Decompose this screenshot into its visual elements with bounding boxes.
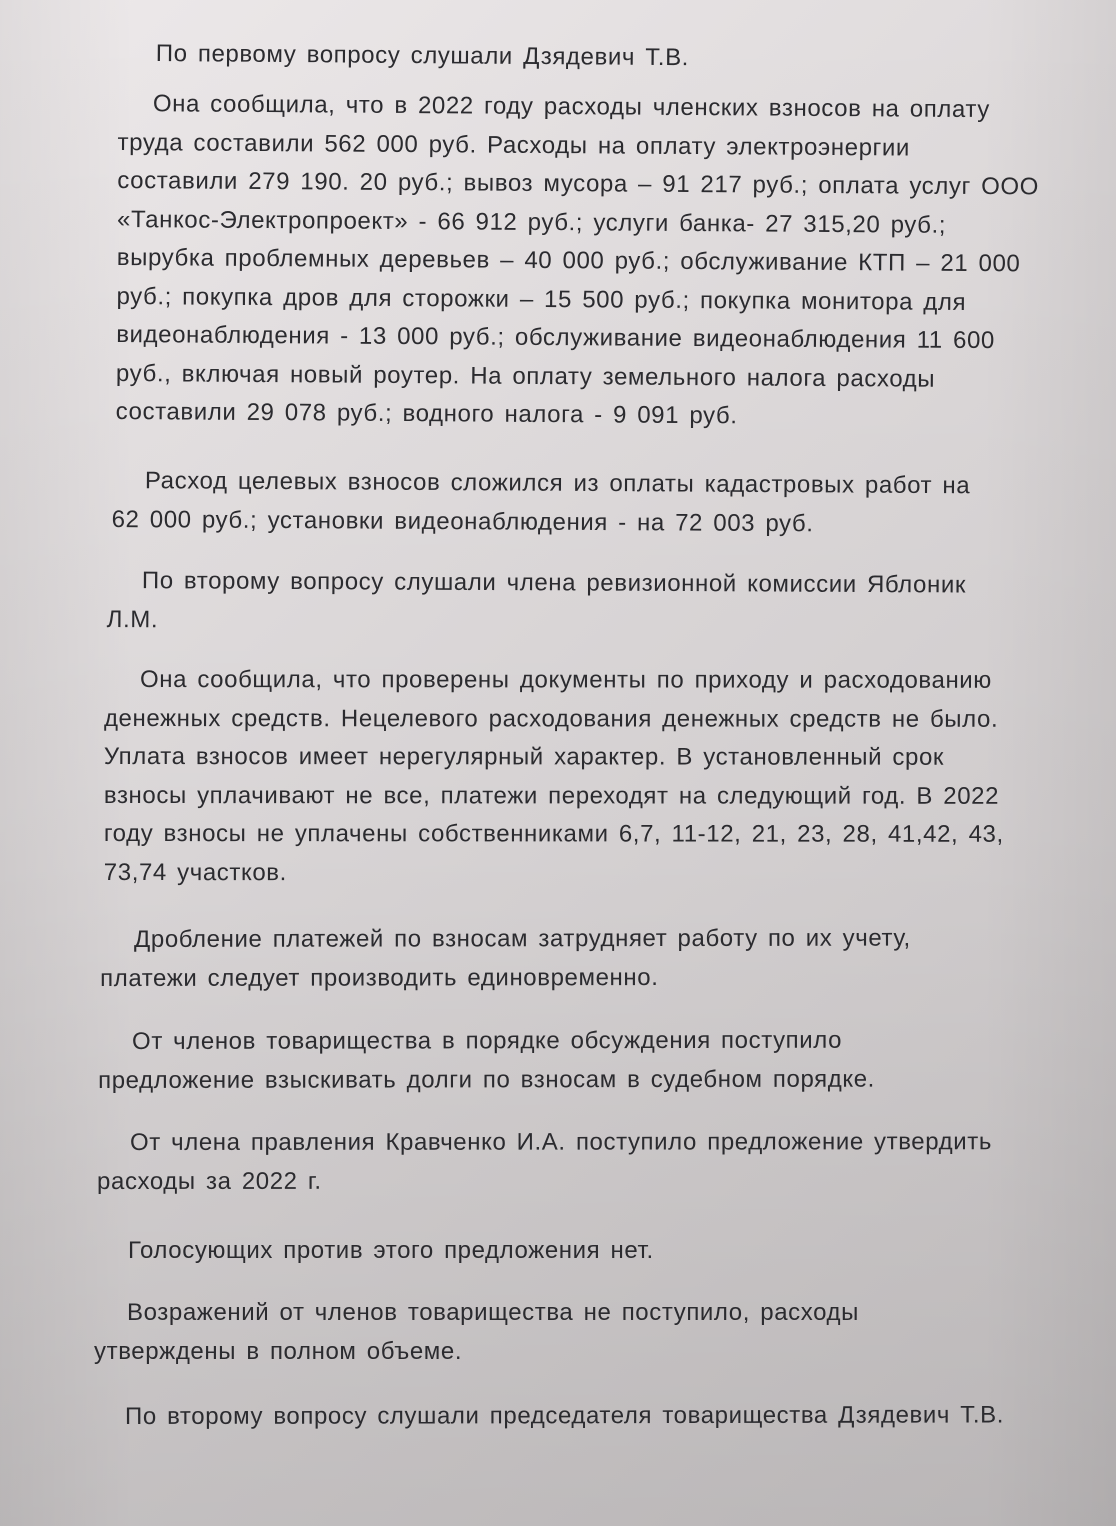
text-line: вырубка проблемных деревьев – 40 000 руб.; обслуживание КТП – 21 000 [116,243,1021,278]
text-line: труда составили 562 000 руб. Расходы на оплату электроэнергии [117,128,911,162]
text-line: Расход целевых взносов сложился из оплаты кадастровых работ на [144,467,971,500]
text-line: составили 29 078 руб.; водного налога - 9 091 руб. [115,397,738,430]
paragraph-members-proposal [98,1022,875,1100]
paragraph-audit-findings [104,661,1004,893]
text-line: платежи следует производить единовременно. [100,963,659,992]
paragraph-first-question [156,35,689,78]
paragraph-vote-against [128,1232,654,1271]
text-line: руб., включая новый роутер. На оплату земельного налога расходы [115,359,936,393]
text-line: году взносы не уплачены собственниками 6,7, 11-12, 21, 23, 28, 41,42, 43, [103,819,1004,848]
paragraph-expenses-report [116,85,1040,438]
text-line: Уплата взносов имеет нерегулярный характер. В установленный срок [103,742,945,771]
text-line: По второму вопросу слушали председателя товарищества Дзядевич Т.В. [125,1401,1005,1430]
text-line: денежных средств. Нецелевого расходования денежных средств не было. [103,704,999,733]
text-line: утверждены в полном объеме. [94,1337,463,1365]
text-line: расходы за 2022 г. [97,1167,322,1195]
text-line: От члена правления Кравченко И.А. поступило предложение утвердить [130,1128,992,1156]
text-line: Она сообщила, что в 2022 году расходы членских взносов на оплату [152,90,990,124]
text-line: По первому вопросу слушали Дзядевич Т.В. [155,39,690,72]
text-line: «Танкос-Электропроект» - 66 912 руб.; услуги банка- 27 315,20 руб.; [116,205,947,239]
paragraph-board-proposal [97,1123,992,1201]
text-line: От членов товарищества в порядке обсуждения поступило [132,1026,843,1055]
text-line: Она сообщила, что проверены документы по приходу и расходованию [139,666,992,694]
text-line: предложение взыскивать долги по взносам в судебном порядке. [98,1065,875,1094]
paragraph-target-contributions [112,462,971,544]
paragraph-no-objections [94,1294,859,1371]
text-line: Голосующих против этого предложения нет. [128,1237,654,1264]
text-line: составили 279 190. 20 руб.; вывоз мусора – 91 217 руб.; оплата услуг ООО [117,166,1040,201]
text-line: Возражений от членов товарищества не поступило, расходы [127,1299,859,1326]
text-line: 62 000 руб.; установки видеонаблюдения - на 72 003 руб. [111,505,814,537]
text-line: Дробление платежей по взносам затрудняет работу по их учету, [134,924,911,953]
text-line: 73,74 участков. [103,858,287,886]
text-line: видеонаблюдения - 13 000 руб.; обслуживание видеонаблюдения 11 600 [116,320,996,355]
paragraph-second-question-chairman [125,1396,1004,1436]
text-line: взносы уплачивают не все, платежи переходят на следующий год. В 2022 [103,781,1000,810]
paragraph-second-question-audit [107,562,967,643]
text-line: руб.; покупка дров для сторожки – 15 500 руб.; покупка монитора для [116,282,967,316]
paragraph-split-payments [100,920,911,998]
text-line: Л.М. [106,605,159,633]
text-line: По второму вопросу слушали члена ревизионной комиссии Яблоник [141,567,967,599]
